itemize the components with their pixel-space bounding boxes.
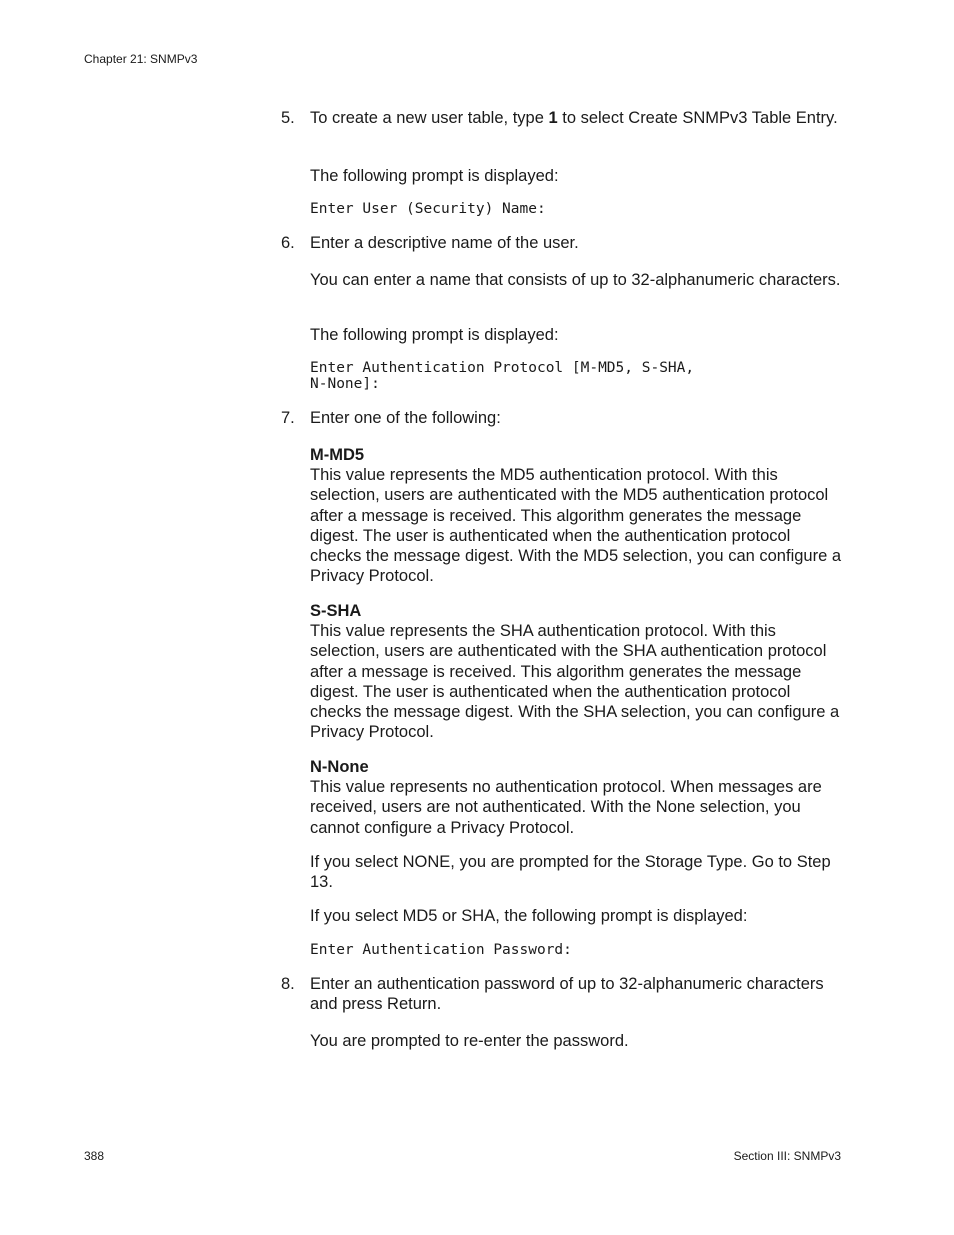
option-desc-none: This value represents no authentication protocol. When messages are received, users are not authenticated. With the None selection, you cannot configure a Privacy Protocol. xyxy=(310,778,822,837)
chapter-header: Chapter 21: SNMPv3 xyxy=(84,52,198,66)
step-6-prompt-line-1: Enter Authentication Protocol [M-MD5, S-SHA, xyxy=(310,360,695,376)
option-term-none: N-None xyxy=(310,758,369,776)
step-6-prompt-intro: The following prompt is displayed: xyxy=(310,326,559,344)
page-number: 388 xyxy=(84,1149,105,1163)
step-7-prompt: Enter Authentication Password: xyxy=(310,942,572,958)
step-8-text: Enter an authentication password of up to 32-alphanumeric characters and press Return. xyxy=(310,975,824,1014)
option-term-sha: S-SHA xyxy=(310,602,362,620)
step-7-text: Enter one of the following: xyxy=(310,409,501,427)
step-5-prompt: Enter User (Security) Name: xyxy=(310,201,546,217)
step-6-text: Enter a descriptive name of the user. xyxy=(310,234,579,252)
step-5-text xyxy=(310,108,842,128)
step-6-number: 6. xyxy=(281,234,295,252)
step-5-text-before: To create a new user table, type xyxy=(310,109,549,127)
step-7-none-note: If you select NONE, you are prompted for the Storage Type. Go to Step 13. xyxy=(310,853,831,892)
option-desc-sha: This value represents the SHA authentication protocol. With this selection, users are authenticated with the SHA authentication protocol after a message is received. This algorithm generates the message digest. The user is authenticated when the authentication protocol checks the message digest. With the SHA selection, you can configure a Privacy Protocol. xyxy=(310,622,840,742)
step-6-note: You can enter a name that consists of up to 32-alphanumeric characters. xyxy=(310,271,841,289)
step-5-bold-key: 1 xyxy=(548,109,558,127)
step-5-text-after: to select Create SNMPv3 Table Entry. xyxy=(557,109,838,127)
step-6-prompt-line-2: N-None]: xyxy=(310,376,380,392)
step-5-prompt-intro: The following prompt is displayed: xyxy=(310,167,559,185)
step-8-number: 8. xyxy=(281,975,295,993)
option-desc-md5: This value represents the MD5 authentication protocol. With this selection, users are authenticated with the MD5 authentication protocol after a message is received. This algorithm generates the message digest. The user is authenticated when the authentication protocol checks the message digest. With the MD5 selection, you can configure a Privacy Protocol. xyxy=(310,466,842,586)
step-7-md5-sha-note: If you select MD5 or SHA, the following prompt is displayed: xyxy=(310,907,748,925)
section-footer: Section III: SNMPv3 xyxy=(733,1149,841,1163)
step-5-number: 5. xyxy=(281,109,295,127)
step-7-number: 7. xyxy=(281,409,295,427)
step-8-note: You are prompted to re-enter the password. xyxy=(310,1032,629,1050)
option-term-md5: M-MD5 xyxy=(310,446,365,464)
